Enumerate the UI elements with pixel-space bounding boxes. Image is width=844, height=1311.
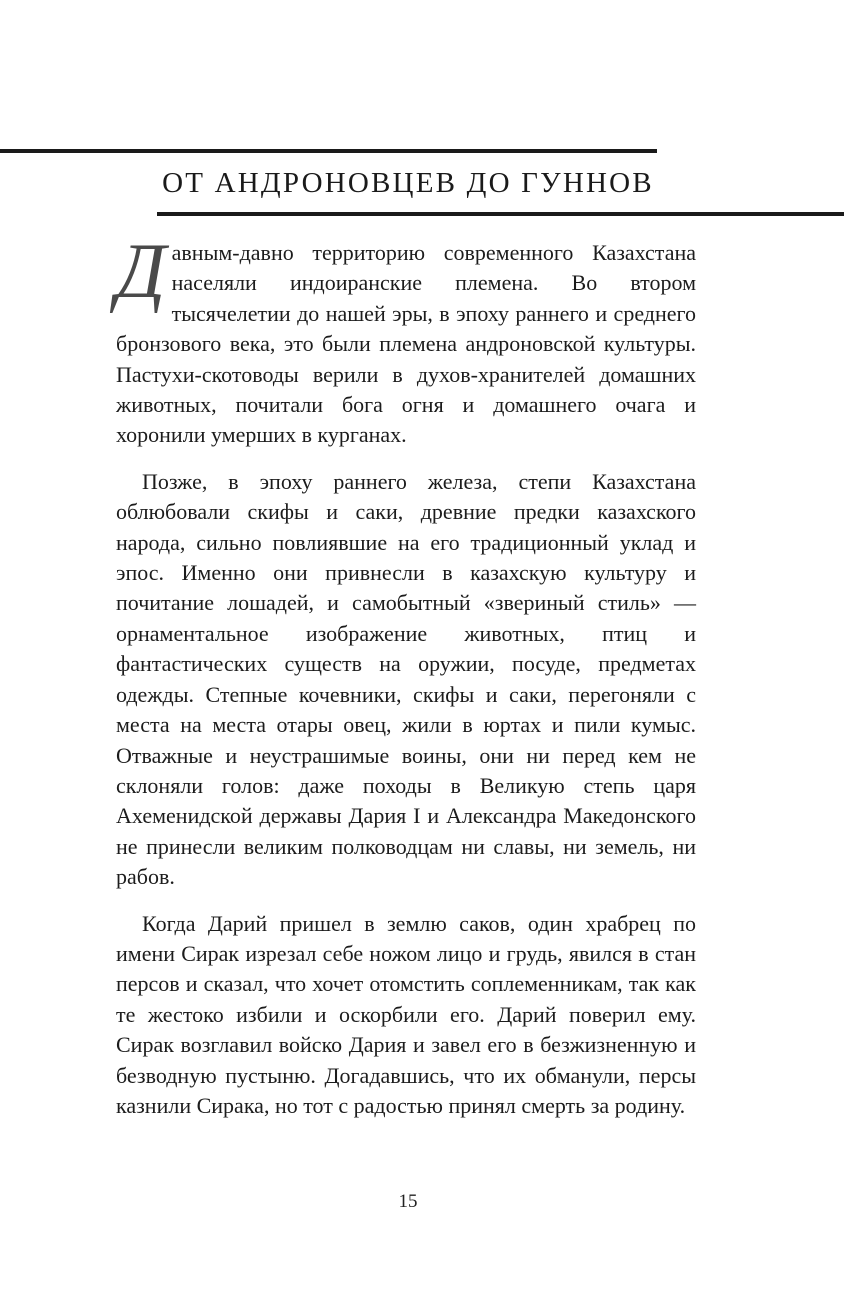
paragraph-third: Когда Дарий пришел в землю саков, один храбрец по имени Сирак изрезал себе ножом лицо и грудь, явился в стан персов и сказал, что хочет отомстить соплеменникам, так как те жестоко избили и оскорбили его. Дарий поверил ему. Сирак возглавил войско Дария и завел его в безжизненную и безводную пустыню. Догадавшись, что их обманули, персы казнили Сирака, но тот с радостью принял смерть за родину. xyxy=(116,910,696,1118)
top-rule xyxy=(0,149,657,153)
paragraph-first-text: авным-давно территорию современного Казахстана населяли индоиранские племена. Во втором тысячелетии до нашей эры, в эпоху раннего и среднего бронзового века, это были племена андроновской культуры. Пастухи-скотоводы верили в духов-хранителей домашних животных, почитали бога огня и домашнего очага и хоронили умерших в курганах. xyxy=(116,240,696,448)
paragraph-first xyxy=(116,227,696,451)
paragraph-second: Позже, в эпоху раннего железа, степи Казахстана облюбовали скифы и саки, древние предки казахского народа, сильно повлиявшие на его традиционный уклад и эпос. Именно они привнесли в казахскую культуру и почитание лошадей, и самобытный «звериный стиль» — орнаментальное изображение животных, птиц и фантастических существ на оружии, посуде, предметах одежды. Степные кочевники, скифы и саки, перегоняли с места на места отары овец, жили в юртах и пили кумыс. Отважные и неустрашимые воины, они ни перед кем не склоняли голов: даже походы в Великую степь царя Ахеменидской державы Дария I и Александра Македонского не принесли великим полководцам ни славы, ни земель, ни рабов. xyxy=(116,468,696,890)
page-number: 15 xyxy=(398,1191,418,1212)
chapter-title: ОТ АНДРОНОВЦЕВ ДО ГУННОВ xyxy=(162,167,654,199)
drop-cap: Д xyxy=(116,227,166,314)
body-text xyxy=(116,227,696,1137)
bottom-rule xyxy=(157,212,844,216)
